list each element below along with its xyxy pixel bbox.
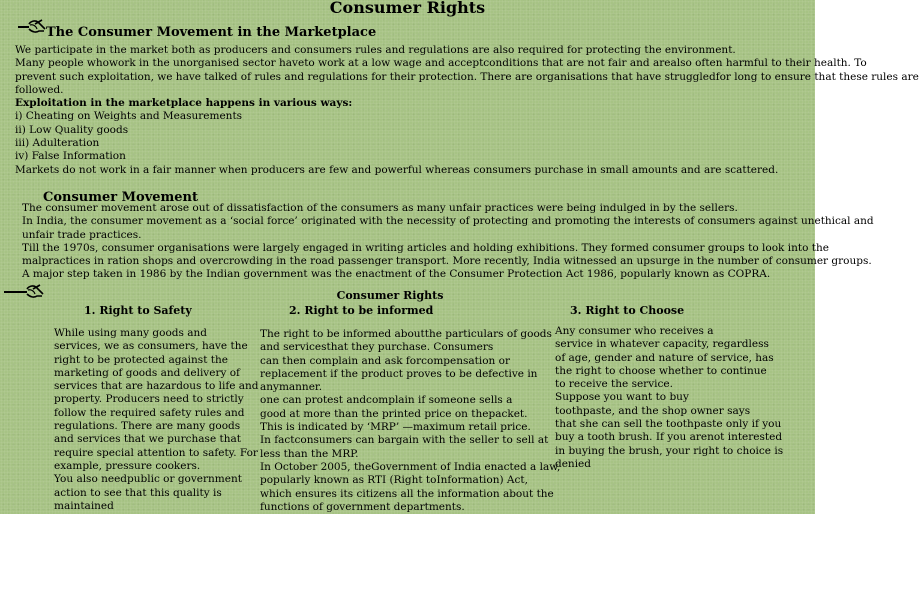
text-line: prevent such exploitation, we have talked of rules and regulations for their protection. There are organisations that have struggledfor long to ensure that these rules are bbox=[15, 70, 919, 83]
consumer-rights-heading: Consumer Rights bbox=[336, 289, 444, 302]
text-line: services that are hazardous to life and bbox=[54, 380, 259, 393]
text-line: and services that we purchase that bbox=[54, 433, 241, 446]
text-line: malpractices in ration shops and overcrowding in the road passenger transport. More recently, India witnessed an upsurge in the number of consumer groups. bbox=[22, 255, 872, 268]
marketplace-paragraph bbox=[15, 44, 919, 177]
section-heading-consumer-movement: Consumer Movement bbox=[43, 190, 199, 205]
text-line: follow the required safety rules and bbox=[54, 406, 245, 419]
text-line: action to see that this quality is bbox=[54, 486, 222, 499]
text-line: buy a tooth brush. If you arenot interested bbox=[555, 431, 783, 444]
right-to-be-informed-text bbox=[260, 328, 560, 514]
text-line: replacement if the product proves to be defective in bbox=[260, 367, 538, 380]
text-line: right to be protected against the bbox=[54, 353, 228, 366]
text-line: less than the MRP. bbox=[260, 447, 359, 460]
text-line: that she can sell the toothpaste only if you bbox=[555, 418, 782, 431]
text-line: Suppose you want to buy bbox=[555, 391, 689, 404]
column-title-choose: 3. Right to Choose bbox=[570, 304, 685, 317]
text-line: We participate in the market both as producers and consumers rules and regulations are also required for protecting the environment. bbox=[15, 44, 736, 56]
right-to-safety-text bbox=[54, 327, 259, 513]
text-line: of age, gender and nature of service, has bbox=[555, 351, 774, 364]
text-line: maintained bbox=[54, 499, 114, 512]
text-line: Markets do not work in a fair manner when producers are few and powerful whereas consumers purchase in small amounts and are scattered. bbox=[15, 163, 779, 176]
text-line: toothpaste, and the shop owner says bbox=[555, 404, 751, 417]
column-title-informed: 2. Right to be informed bbox=[289, 304, 434, 317]
text-line: The right to be informed aboutthe particulars of goods bbox=[260, 328, 552, 340]
text-line: In factconsumers can bargain with the seller to sell at bbox=[260, 434, 549, 447]
text-line: service in whatever capacity, regardless bbox=[555, 338, 769, 351]
text-line: services, we as consumers, have the bbox=[54, 340, 248, 353]
list-item: iv) False Information bbox=[15, 150, 126, 163]
list-item: i) Cheating on Weights and Measurements bbox=[15, 110, 243, 123]
column-title-safety: 1. Right to Safety bbox=[84, 304, 192, 317]
page-title: Consumer Rights bbox=[329, 0, 486, 17]
list-item: ii) Low Quality goods bbox=[15, 123, 129, 136]
text-line: to receive the service. bbox=[555, 378, 673, 391]
right-to-choose-text bbox=[555, 325, 783, 471]
text-line: popularly known as RTI (Right toInformation) Act, bbox=[260, 474, 528, 487]
consumer-movement-paragraph bbox=[22, 202, 874, 282]
text-line: require special attention to safety. For bbox=[54, 446, 258, 459]
text-line: which ensures its citizens all the information about the bbox=[260, 487, 554, 500]
exploitation-heading: Exploitation in the marketplace happens in various ways: bbox=[15, 97, 353, 110]
text-line: Any consumer who receives a bbox=[555, 325, 714, 337]
text-line: functions of government departments. bbox=[260, 500, 465, 513]
text-line: marketing of goods and delivery of bbox=[54, 366, 240, 379]
text-line: In India, the consumer movement as a ‘social force’ originated with the necessity of protecting and promoting the interests of consumers against unethical and bbox=[22, 215, 874, 228]
text-line: can then complain and ask forcompensation or bbox=[260, 354, 510, 367]
text-line: good at more than the printed price on thepacket. bbox=[260, 407, 528, 420]
text-line: The consumer movement arose out of dissatisfaction of the consumers as many unfair practices were being indulged in by the sellers. bbox=[22, 202, 738, 214]
text-line: While using many goods and bbox=[54, 327, 207, 339]
text-line: example, pressure cookers. bbox=[54, 459, 201, 472]
text-line: followed. bbox=[15, 83, 64, 96]
section-heading-marketplace: The Consumer Movement in the Marketplace bbox=[46, 25, 377, 40]
text-line: in buying the brush, your right to choice is bbox=[555, 444, 784, 457]
text-line: denied bbox=[555, 457, 591, 470]
text-line: one can protest andcomplain if someone sells a bbox=[260, 394, 513, 407]
text-line: This is indicated by ‘MRP’ —maximum retail price. bbox=[260, 421, 531, 434]
text-line: property. Producers need to strictly bbox=[54, 393, 244, 406]
text-line: and servicesthat they purchase. Consumers bbox=[260, 341, 494, 354]
text-line: In October 2005, theGovernment of India enacted a law, bbox=[260, 460, 561, 473]
text-line: You also needpublic or government bbox=[54, 473, 242, 486]
text-line: Many people whowork in the unorganised sector haveto work at a low wage and acceptconditions that are not fair and arealso often harmful to their health. To bbox=[15, 57, 867, 70]
text-line: Till the 1970s, consumer organisations were largely engaged in writing articles and holding exhibitions. They formed consumer groups to look into the bbox=[22, 241, 829, 254]
text-line: anymanner. bbox=[260, 381, 323, 394]
text-line: regulations. There are many goods bbox=[54, 420, 241, 433]
list-item: iii) Adulteration bbox=[15, 137, 100, 150]
text-line: A major step taken in 1986 by the Indian government was the enactment of the Consumer Protection Act 1986, popularly known as COPRA. bbox=[22, 268, 771, 281]
text-line: the right to choose whether to continue bbox=[555, 364, 767, 377]
text-line: unfair trade practices. bbox=[22, 228, 142, 241]
pointing-hand-icon bbox=[17, 16, 47, 36]
